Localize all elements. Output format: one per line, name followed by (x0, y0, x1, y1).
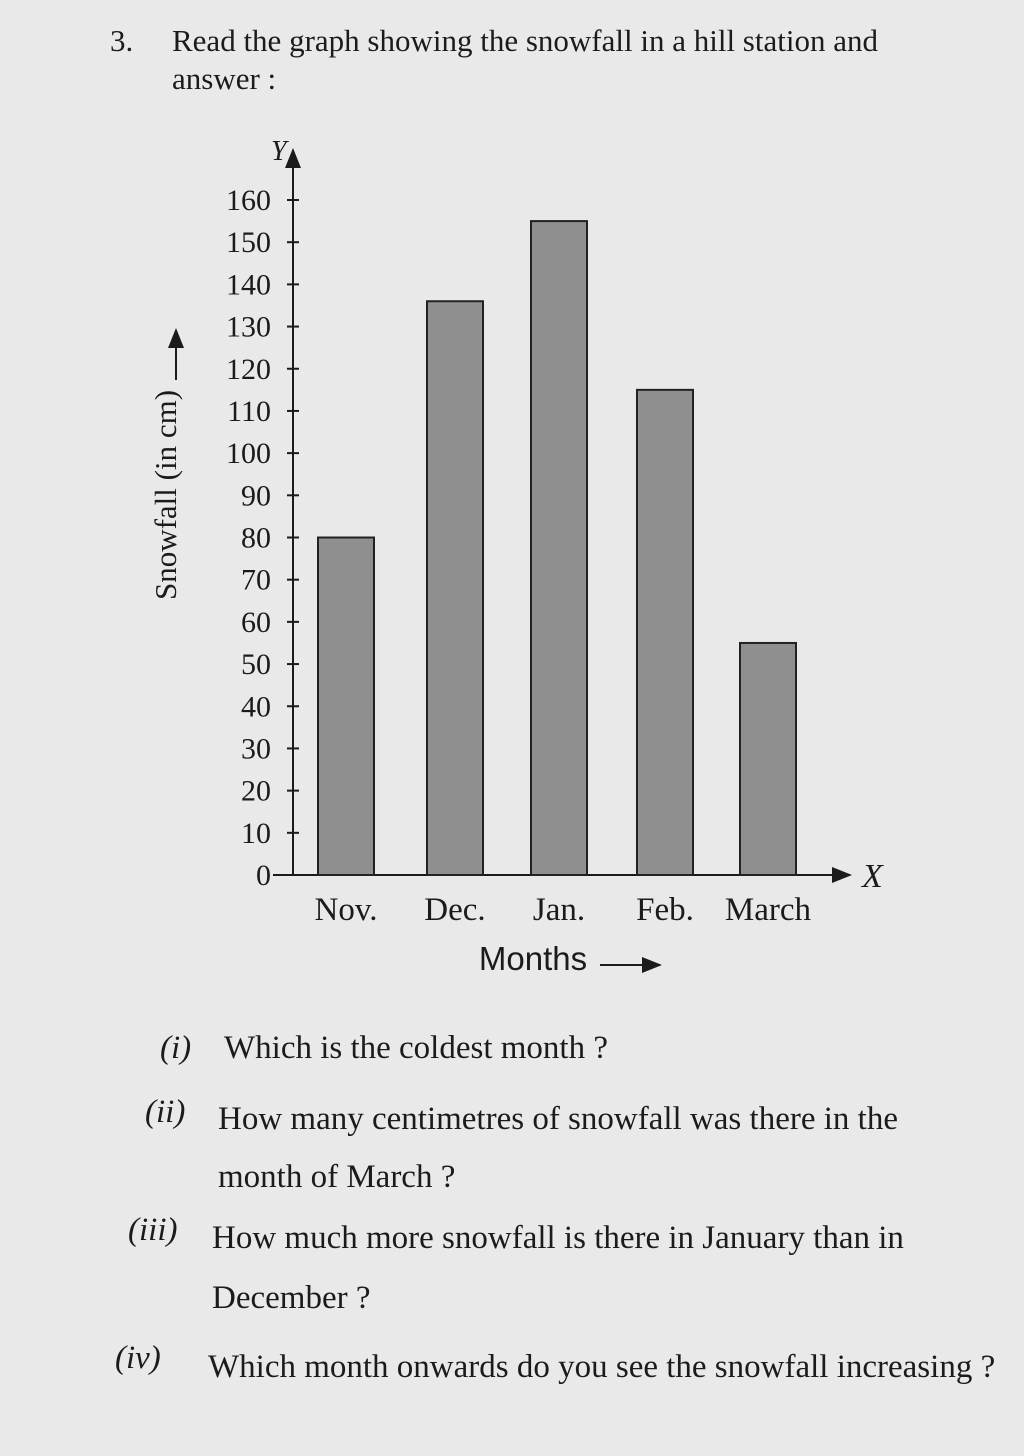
bar-jan (531, 221, 587, 875)
bar-feb (637, 390, 693, 875)
y-tick-label: 80 (241, 521, 271, 555)
question-number: 3. (110, 23, 134, 58)
sub-question-text: How many centimetres of snowfall was there in the month of March ? (218, 1101, 898, 1195)
sub-question-ii (0, 1090, 1024, 1195)
sub-question-iii (0, 1208, 1024, 1328)
x-tick-label: Feb. (636, 892, 694, 928)
sub-question-label: (iv) (115, 1340, 161, 1376)
y-tick-label: 130 (226, 310, 271, 344)
x-axis-title: Months (478, 940, 588, 977)
bar-dec (427, 301, 483, 875)
y-tick-label: 150 (226, 226, 271, 260)
y-tick-label: 20 (241, 774, 271, 808)
x-tick-label: Nov. (314, 892, 378, 928)
sub-question-label: (ii) (145, 1094, 186, 1130)
bar-march (740, 643, 796, 875)
y-tick-label: 140 (226, 268, 271, 302)
y-tick-label: 0 (256, 859, 271, 892)
question-text: Read the graph showing the snowfall in a hill station and answer : (172, 23, 878, 96)
y-tick-label: 50 (241, 648, 271, 682)
x-axis-letter: X (862, 858, 883, 895)
y-axis-letter: Y (271, 136, 287, 167)
y-tick-label: 30 (241, 732, 271, 766)
y-tick-label: 110 (227, 394, 271, 428)
sub-question-label: (i) (160, 1030, 192, 1066)
y-tick-label: 10 (241, 816, 271, 850)
sub-question-i (0, 1026, 1024, 1076)
y-axis-title: Snowfall (in cm) (148, 389, 183, 601)
x-tick-label: March (724, 892, 812, 928)
y-tick-label: 60 (241, 605, 271, 639)
sub-question-text: How much more snowfall is there in January than in December ? (212, 1220, 904, 1316)
y-tick-label: 70 (241, 563, 271, 597)
sub-question-iv (0, 1336, 1024, 1456)
sub-question-text: Which is the coldest month ? (224, 1030, 608, 1066)
x-tick-label: Dec. (424, 892, 486, 928)
sub-question-text: Which month onwards do you see the snowfall increasing ? (208, 1349, 996, 1385)
y-tick-label: 120 (226, 352, 271, 386)
y-tick-label: 40 (241, 690, 271, 724)
sub-question-label: (iii) (128, 1212, 178, 1248)
y-tick-label: 100 (226, 437, 271, 471)
bar-nov (318, 538, 374, 876)
y-tick-label: 160 (226, 184, 271, 217)
x-tick-label: Jan. (532, 892, 586, 928)
y-tick-label: 90 (241, 479, 271, 513)
